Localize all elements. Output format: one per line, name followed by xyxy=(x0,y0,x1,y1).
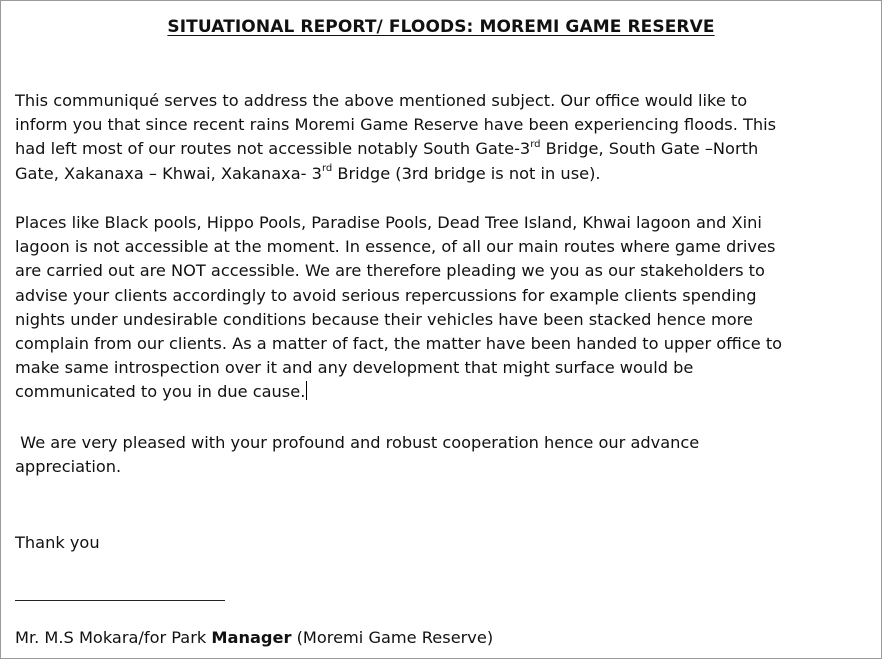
paragraph-line: advise your clients accordingly to avoid serious repercussions for example clients spending xyxy=(15,285,757,305)
text-span: Bridge (3rd bridge is not in use). xyxy=(332,163,601,183)
paragraph-line: nights under undesirable conditions because their vehicles have been stacked hence more xyxy=(15,309,753,329)
paragraph-line: appreciation. xyxy=(15,457,122,477)
text-span: had left most of our routes not accessible notably South Gate-3 xyxy=(15,139,531,159)
paragraph-line: complain from our clients. As a matter of fact, the matter have been handed to upper office to xyxy=(15,334,783,354)
text-span: Bridge, South Gate –North xyxy=(540,139,759,159)
signature-block xyxy=(15,626,493,650)
signatory-role: Manager xyxy=(211,628,292,647)
paragraph-line xyxy=(15,380,871,404)
paragraph-line xyxy=(15,162,871,186)
signatory-org: (Moremi Game Reserve) xyxy=(291,628,494,647)
paragraph-line: are carried out are NOT accessible. We are therefore pleading we you as our stakeholders to xyxy=(15,261,765,281)
paragraph-line: lagoon is not accessible at the moment. In essence, of all our main routes where game drives xyxy=(15,237,776,257)
closing-text: Thank you xyxy=(15,533,100,552)
paragraph-intro xyxy=(15,89,871,186)
superscript-ordinal: rd xyxy=(321,163,333,175)
superscript-ordinal: rd xyxy=(530,139,541,151)
signatory-name: Mr. M.S Mokara/for Park xyxy=(15,628,212,647)
signature-line xyxy=(15,600,225,601)
paragraph-line: This communiqué serves to address the above mentioned subject. Our office would like to xyxy=(15,91,748,110)
text-cursor xyxy=(306,381,307,400)
paragraph-line: We are very pleased with your profound and robust cooperation hence our advance xyxy=(15,433,700,452)
paragraph-appreciation xyxy=(15,431,871,479)
paragraph-places xyxy=(15,211,871,405)
text-span: communicated to you in due cause. xyxy=(15,382,306,402)
paragraph-line: make same introspection over it and any development that might surface would be xyxy=(15,358,694,378)
report-title: SITUATIONAL REPORT/ FLOODS: MOREMI GAME RESERVE xyxy=(167,17,715,37)
paragraph-line: inform you that since recent rains Moremi Game Reserve have been experiencing floods. This xyxy=(15,115,777,135)
paragraph-line: Places like Black pools, Hippo Pools, Paradise Pools, Dead Tree Island, Khwai lagoon and Xini xyxy=(15,213,762,232)
text-span: Gate, Xakanaxa – Khwai, Xakanaxa- 3 xyxy=(15,163,322,183)
paragraph-line xyxy=(15,137,871,161)
